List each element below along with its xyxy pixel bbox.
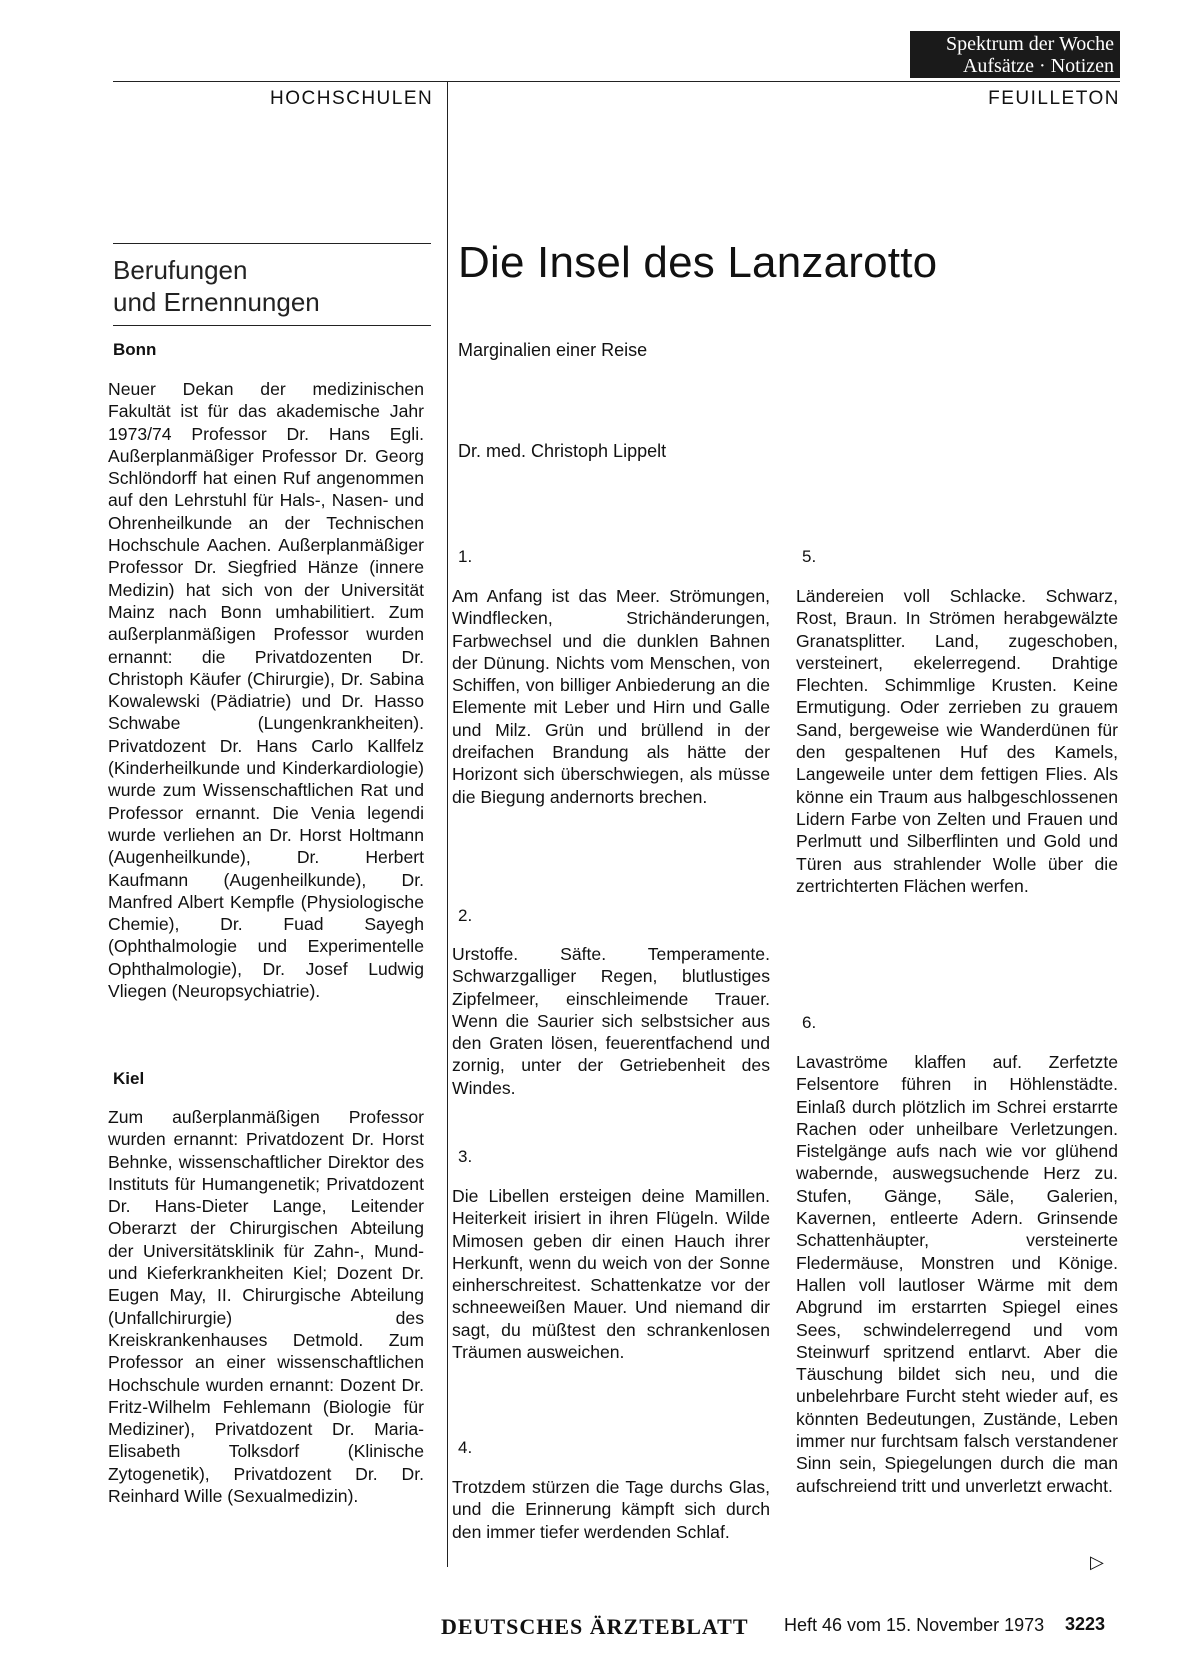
- left-title-line-2: und Ernennungen: [113, 287, 320, 317]
- section-badge: [910, 31, 1120, 78]
- section-4: [452, 1476, 770, 1543]
- column-divider: [447, 81, 448, 1567]
- city-heading-bonn: Bonn: [113, 340, 157, 359]
- section-6: [796, 1051, 1118, 1497]
- kiel-text: Zum außerplanmäßigen Professor wurden ernannt: Privatdozent Dr. Horst Behnke, wissenschaftlicher Direktor des Instituts für Humangenetik; Privatdozent Dr. Hans-Dieter Lange, Leitender Oberarzt der Chirurgischen Abteilung der Universitätsklinik für Zahn-, Mund- und Kieferkrankheiten Kiel; Dozent Dr. Eugen May, II. Chirurgische Abteilung (Unfallchirurgie) des Kreiskrankenhauses Detmold. Zum Professor an einer wissenschaftlichen Hochschule wurden ernannt: Dozent Dr. Fritz-Wilhelm Fehlemann (Biologie für Mediziner), Privatdozent Dr. Maria-Elisabeth Tolksdorf (Klinische Zytogenetik), Privatdozent Dr. Dr. Reinhard Wille (Sexualmedizin).: [108, 1107, 424, 1507]
- left-title-line-1: Berufungen: [113, 255, 248, 285]
- section-3-text: Die Libellen ersteigen deine Mamillen. Heiterkeit irisiert in ihren Flügeln. Wilde Mimosen geben dir einen Hauch ihrer Herkunft, wenn du weich von der Sonne einherschreitest. Schattenkatze vor der schneeweißen Mauer. Und niemand dir sagt, du müßtest den schrankenlosen Träumen ausweichen.: [452, 1186, 770, 1363]
- section-4-text: Trotzdem stürzen die Tage durchs Glas, und die Erinnerung kämpft sich durch den immer tiefer werdenden Schlaf.: [452, 1477, 770, 1542]
- left-title-rule-top: [113, 243, 431, 244]
- badge-line-1: Spektrum der Woche: [946, 33, 1114, 55]
- issue-info: Heft 46 vom 15. November 1973: [784, 1615, 1045, 1635]
- page-number: 3223: [1065, 1614, 1106, 1634]
- badge-line-2: Aufsätze · Notizen: [962, 55, 1114, 77]
- bonn-paragraph: [108, 378, 424, 1002]
- left-article-title: [113, 254, 320, 318]
- section-number-2: 2.: [458, 906, 473, 925]
- section-2: [452, 943, 770, 1099]
- section-2-text: Urstoffe. Säfte. Temperamente. Schwarzgalliger Regen, blutlustiges Zipfelmeer, einschleimende Trauer. Wenn die Saurier sich selbstsicher aus den Graten lösen, feuerentfachend und zornig, unter der Getriebenheit des Windes.: [452, 944, 770, 1098]
- left-title-rule-bottom: [113, 325, 431, 326]
- section-1: [452, 585, 770, 808]
- kiel-paragraph: [108, 1106, 424, 1507]
- article-subtitle: Marginalien einer Reise: [458, 340, 648, 360]
- article-author: Dr. med. Christoph Lippelt: [458, 441, 667, 461]
- header-rule: [113, 81, 1120, 82]
- section-number-6: 6.: [802, 1013, 817, 1032]
- section-5: [796, 585, 1118, 897]
- section-number-5: 5.: [802, 547, 817, 566]
- section-3: [452, 1185, 770, 1363]
- section-6-text: Lavaströme klaffen auf. Zerfetzte Felsentore führen in Höhlenstädte. Einlaß durch plötzlich im Schrei erstarrte Rachen oder unheilbare Verletzungen. Fistelgänge aufs nach wie vor glühend wabernde, auswegsuchende Herz zu. Stufen, Gänge, Säle, Galerien, Kavernen, entleerte Adern. Grinsende Schattenhäupter, versteinerte Fledermäuse, Monstren und Könige. Hallen voll lautloser Wärme mit dem Abgrund im erstarrten Spiegel eines Sees, schwindelerregend und vom Steinwurf spritzend entlarvt. Aber die Täuschung bildet sich neu, und die unbelehrbare Furcht steht wieder auf, es könnten Bedeutungen, Zustände, Leben immer nur furchtsam falsch verstandener Sinn sein, Spiegelungen durch die man aufschreiend tritt und unverletzt erwacht.: [796, 1052, 1118, 1496]
- section-number-3: 3.: [458, 1147, 473, 1166]
- bonn-text: Neuer Dekan der medizinischen Fakultät ist für das akademische Jahr 1973/74 Professor Dr. Hans Egli. Außerplanmäßiger Professor Dr. Georg Schlöndorff hat einen Ruf angenommen auf den Lehrstuhl für Hals-, Nasen- und Ohrenheilkunde an der Technischen Hochschule Aachen. Außerplanmäßiger Professor Dr. Siegfried Hänze (innere Medizin) hat sich von der Universität Mainz nach Bonn umhabilitiert. Zum außerplanmäßigen Professor wurden ernannt: die Privatdozenten Dr. Christoph Käufer (Chirurgie), Dr. Sabina Kowalewski (Pädiatrie) und Dr. Hasso Schwabe (Lungenkrankheiten). Privatdozent Dr. Hans Carlo Kallfelz (Kinderheilkunde und Kinderkardiologie) wurde zum Wissenschaftlichen Rat und Professor ernannt. Die Venia legendi wurde verliehen an Dr. Horst Holtmann (Augenheilkunde), Dr. Herbert Kaufmann (Augenheilkunde), Dr. Manfred Albert Kempfle (Physiologische Chemie), Dr. Fuad Sayegh (Ophthalmologie und Experimentelle Ophthalmologie), Dr. Josef Ludwig Vliegen (Neuropsychiatrie).: [108, 379, 424, 1002]
- section-label-left: HOCHSCHULEN: [270, 88, 434, 109]
- section-5-text: Ländereien voll Schlacke. Schwarz, Rost, Braun. In Strömen herabgewälzte Granatsplitter. Land, zugeschoben, versteinert, ekelerregend. Drahtige Flechten. Schimmlige Krusten. Keine Ermutigung. Oder zerrieben zu grauem Sand, bergeweise wie Wanderdünen für den gespaltenen Huf des Kamels, Langeweile unter dem fettigen Flies. Als könne ein Traum aus halbgeschlossenen Lidern Farbe von Zelten und Frauen und Perlmutt und Silberflinten und Gold und Türen aus strahlender Wolle über die zertrichterten Flächen werfen.: [796, 586, 1118, 896]
- article-title: Die Insel des Lanzarotto: [458, 238, 938, 287]
- section-label-right: FEUILLETON: [988, 88, 1120, 109]
- continue-arrow-icon: ▷: [1090, 1552, 1104, 1572]
- publication-name: DEUTSCHES ÄRZTEBLATT: [441, 1614, 749, 1639]
- section-number-1: 1.: [458, 547, 473, 566]
- section-1-text: Am Anfang ist das Meer. Strömungen, Windflecken, Strichänderungen, Farbwechsel und die dunklen Bahnen der Dünung. Nichts vom Menschen, von Schiffen, von billiger Anbiederung an die Elemente mit Leber und Hirn und Galle und Milz. Grün und brüllend in der dreifachen Brandung als hätte der Horizont sich überschwiegen, als müsse die Biegung andernorts brechen.: [452, 586, 770, 807]
- section-number-4: 4.: [458, 1438, 473, 1457]
- city-heading-kiel: Kiel: [113, 1069, 145, 1088]
